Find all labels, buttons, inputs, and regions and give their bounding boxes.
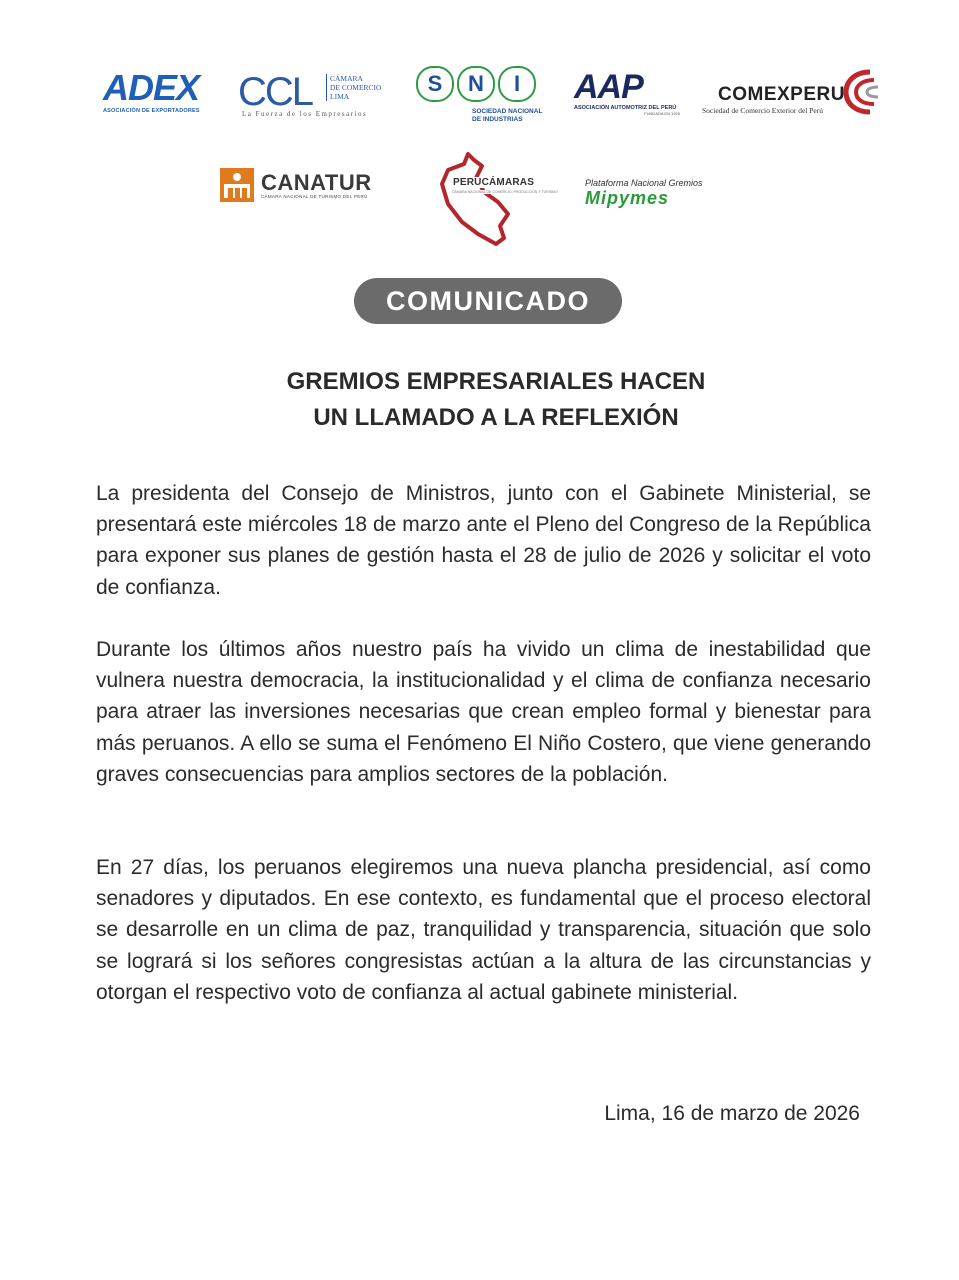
sni-logo-subtitle-line1: SOCIEDAD NACIONAL — [472, 108, 543, 115]
mipymes-logo-line2: Mipymes — [585, 188, 670, 208]
aap-logo-name: AAP — [574, 68, 643, 106]
canatur-logo-name: CANATUR — [261, 170, 372, 195]
sni-logo-letters — [416, 66, 546, 104]
canatur-logo-subtitle: CÁMARA NACIONAL DE TURISMO DEL PERÚ — [261, 194, 368, 199]
comunicado-badge: COMUNICADO — [354, 278, 622, 324]
mipymes-logo-line1: Plataforma Nacional Gremios — [585, 178, 703, 188]
sni-logo — [416, 66, 546, 128]
adex-logo-name: ADEX — [103, 67, 200, 108]
sni-letter-i: I — [498, 66, 536, 102]
peru-map-icon — [438, 152, 530, 247]
page-title-line1: GREMIOS EMPRESARIALES HACEN — [286, 368, 706, 395]
ccl-logo-tagline: La Fuerza de los Empresarios — [242, 110, 368, 118]
sni-letter-s: S — [416, 66, 454, 102]
sni-letter-n: N — [457, 66, 495, 102]
canatur-logo — [220, 168, 380, 208]
page-title — [96, 364, 896, 436]
comexperu-logo — [702, 66, 887, 122]
aap-logo-subtitle: ASOCIACIÓN AUTOMOTRIZ DEL PERÚ — [574, 105, 677, 111]
ccl-logo-line1: CÁMARA — [330, 74, 363, 83]
adex-logo-subtitle: ASOCIACIÓN DE EXPORTADORES — [103, 108, 200, 114]
dateline: Lima, 16 de marzo de 2026 — [604, 1102, 860, 1125]
body-paragraph-2: Durante los últimos años nuestro país ha vivido un clima de inestabilidad que vulnera nuestra democracia, la institucionalidad y el clima de confianza necesario para atraer las inversiones necesarias que crean empleo formal y bienestar para más peruanos. A ello se suma el Fenómeno El Niño Costero, que viene generando graves consecuencias para amplios sectores de la población. — [96, 638, 871, 786]
aap-logo — [574, 70, 694, 120]
ccl-logo-line3: LIMA — [330, 92, 350, 101]
comexperu-logo-name: COMEXPERU — [718, 84, 845, 105]
ccl-logo-name: CCL — [238, 70, 313, 114]
comexperu-swirl-icon — [840, 66, 886, 118]
ccl-logo-line2: DE COMERCIO — [330, 83, 382, 92]
comexperu-logo-subtitle: Sociedad de Comercio Exterior del Perú — [702, 106, 824, 115]
mipymes-logo — [585, 178, 715, 218]
aap-logo-subtitle2: FUNDADA EN 1926 — [644, 111, 680, 116]
perucamaras-logo-name: PERUCÁMARAS — [453, 177, 535, 188]
body-paragraph-1: La presidenta del Consejo de Ministros, junto con el Gabinete Ministerial, se presentará este miércoles 18 de marzo ante el Pleno del Congreso de la República para exponer sus planes de gestión hasta el 28 de julio de 2026 y solicitar el voto de confianza. — [96, 482, 871, 599]
page-title-line2: UN LLAMADO A LA REFLEXIÓN — [313, 404, 679, 431]
sni-logo-subtitle — [472, 108, 546, 124]
body-paragraph-3: En 27 días, los peruanos elegiremos una nueva plancha presidencial, así como senadores y diputados. En ese contexto, es fundamental que el proceso electoral se desarrolle en un clima de paz, tranquilidad y transparencia, situación que solo se logrará si los señores congresistas actúan a la altura de las circunstancias y otorgan el respectivo voto de confianza al actual gabinete ministerial. — [96, 856, 871, 1004]
canatur-building-icon — [220, 168, 254, 202]
perucamaras-logo — [438, 152, 558, 247]
sni-logo-subtitle-line2: DE INDUSTRIAS — [472, 116, 523, 123]
ccl-logo-caption — [326, 74, 381, 101]
adex-logo — [103, 67, 218, 120]
perucamaras-logo-subtitle: CÁMARA NACIONAL DE COMERCIO, PRODUCCIÓN Y TURISMO — [452, 190, 558, 194]
ccl-logo — [238, 70, 388, 122]
